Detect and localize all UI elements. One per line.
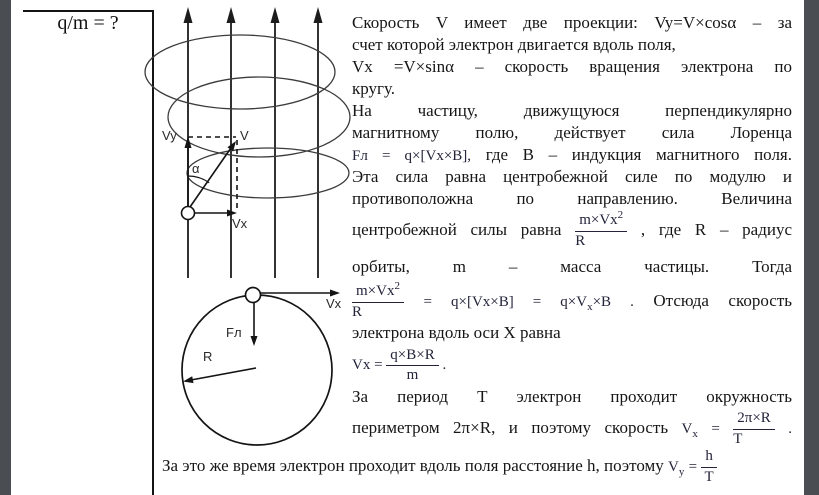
formula-vx-pre: Vx =: [352, 357, 383, 373]
electron-dot-helix: [182, 207, 195, 220]
formula-lorentz: Fл = q×[Vx×B],: [352, 148, 472, 164]
solution-line-1: Скорость V имеет две проекции: Vy=V×cosα – за: [352, 13, 792, 32]
formula-vy-fraction: $\frac{h}{T}$: [701, 448, 717, 486]
physics-figure: [140, 0, 360, 460]
label-lorentz: Fл: [226, 325, 242, 340]
formula-centrifugal-fraction: $\frac{m\times Vx^2}{R}$: [575, 212, 627, 250]
electron-dot-orbit: [246, 288, 261, 303]
helix-trajectory: [145, 35, 350, 198]
solution-line-12: [352, 278, 792, 324]
solution-line-2: счет которой электрон двигается вдоль поля,: [352, 35, 676, 54]
solution-line-12-post: Отсюда скорость: [653, 291, 793, 310]
solution-line-9: противоположна по направлению. Величина: [352, 189, 792, 208]
solution-line-10: [352, 204, 792, 256]
formula-period-v: $V_x$: [681, 421, 698, 440]
label-alpha: α: [192, 161, 200, 176]
solution-line-7-text: где В – индукция магнитного поля.: [485, 145, 793, 164]
formula-period-eq: =: [711, 421, 720, 437]
solution-line-13: электрона вдоль оси Х равна: [352, 323, 561, 342]
solution-line-5: На частицу, движущуюся перпендикулярно: [352, 101, 792, 120]
solution-line-7: [352, 144, 792, 166]
label-v: V: [240, 128, 249, 143]
solution-line-3: Vx =V×sinα – скорость вращения электрона по: [352, 57, 792, 76]
orbit-arrowheads: [183, 290, 340, 384]
solution-line-16-pre: периметром 2π×R, и поэтому скорость: [352, 418, 669, 437]
viewer-left-strip: [0, 0, 11, 495]
formula-balance-fraction: $\frac{m\times Vx^2}{R}$: [352, 283, 404, 321]
solution-line-10-post: , где R – радиус: [640, 220, 792, 239]
formula-period-fraction: $\frac{2\pi\times R}{T}$: [733, 410, 775, 448]
viewer-right-strip: [804, 0, 819, 495]
formula-balance-mid: = $q\times[Vx\times B] = q\times V_x\times B$ .: [423, 294, 634, 313]
orbit-vectors: [191, 293, 331, 380]
formula-vx-fraction: $\frac{q\times B\times R}{m}$: [386, 347, 438, 385]
formula-vy-eq: =: [688, 459, 698, 475]
orbit-circle: [182, 295, 332, 445]
bottom-line-text: За это же время электрон проходит вдоль поля расстояние h, поэтому: [162, 456, 664, 475]
formula-period-post: .: [788, 421, 793, 437]
given-quantity-label: q/m = ?: [57, 12, 119, 34]
field-arrowheads: [184, 7, 323, 23]
label-orbit-vx: Vx: [326, 296, 342, 311]
label-vy: Vy: [162, 128, 177, 143]
bottom-conclusion-line: [162, 440, 792, 492]
formula-vy-v: $V_y$: [668, 459, 685, 478]
solution-line-4: кругу.: [352, 79, 396, 98]
solution-line-6: магнитному полю, действует сила Лоренца: [352, 123, 792, 142]
solution-line-11: орбиты, m – масса частицы. Тогда: [352, 257, 792, 276]
solution-line-15: За период Т электрон проходит окружность: [352, 387, 792, 406]
solution-line-14: [352, 342, 792, 388]
label-vx: Vx: [232, 216, 248, 231]
label-radius: R: [203, 349, 213, 364]
solution-line-8: Эта сила равна центробежной силе по модулю и: [352, 167, 792, 186]
solution-line-10-pre: центробежной силы равна: [352, 220, 562, 239]
formula-vx-post: .: [442, 357, 447, 373]
